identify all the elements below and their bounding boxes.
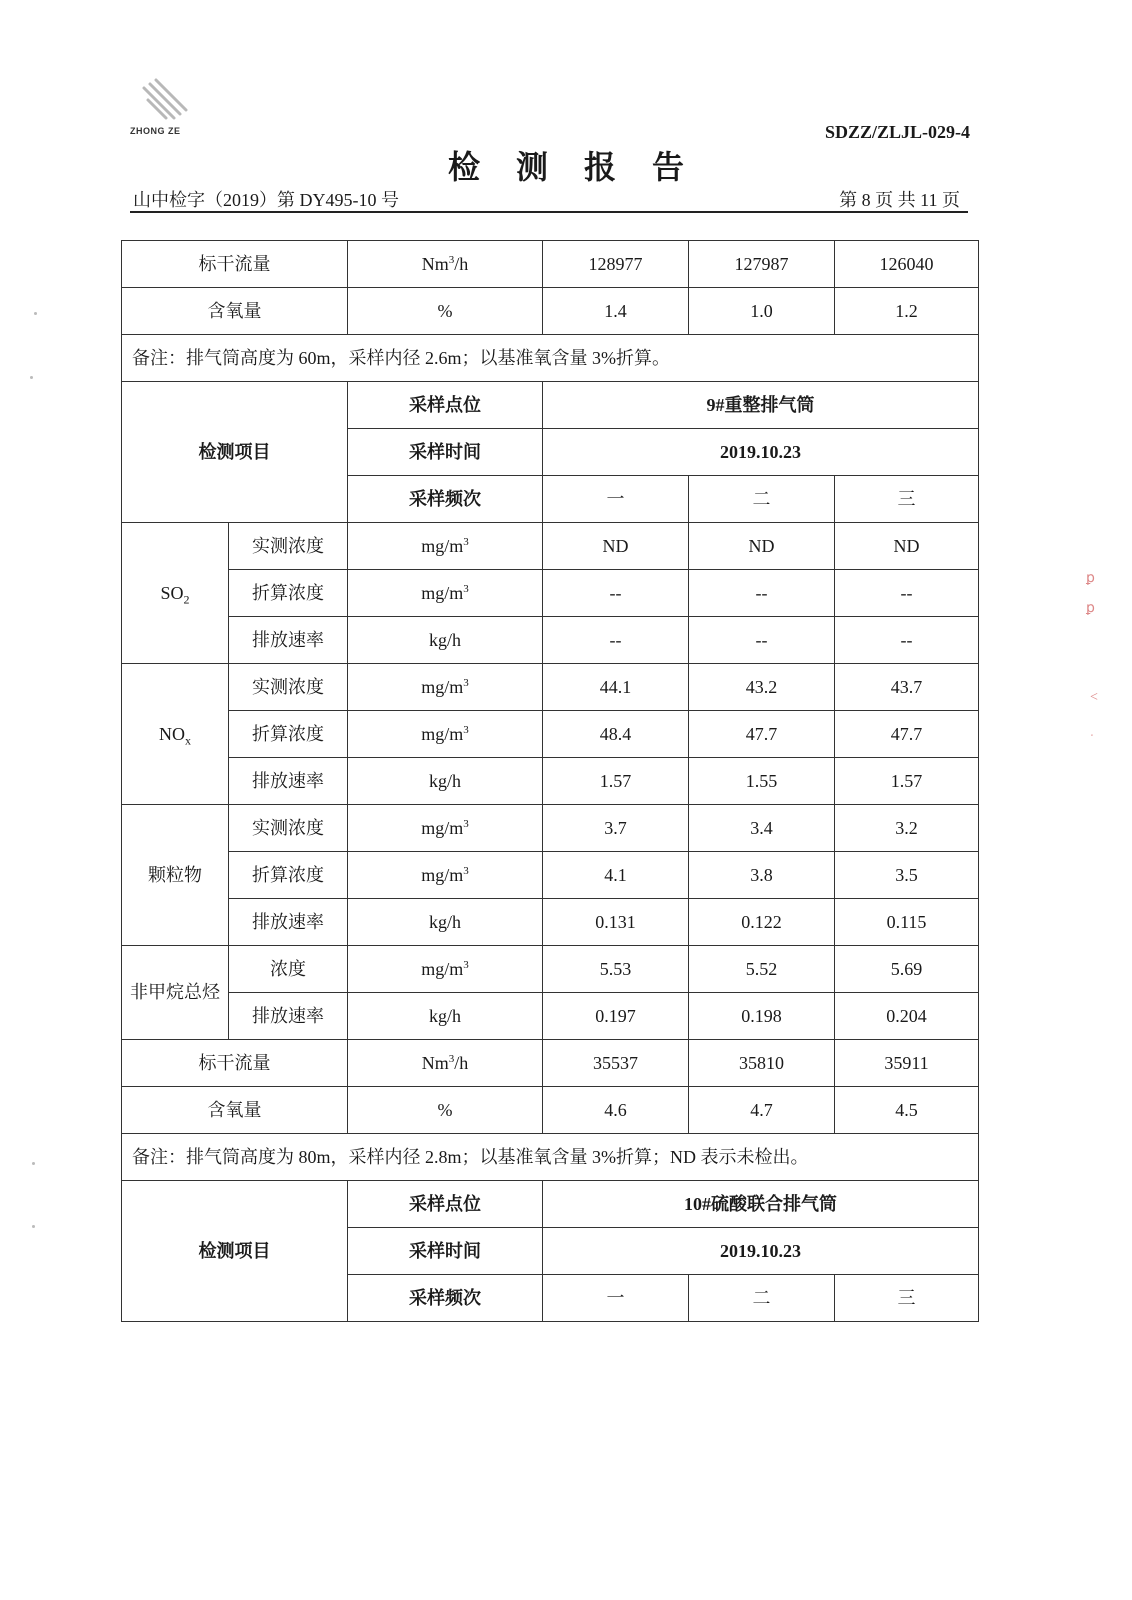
scan-dot (30, 376, 33, 379)
unit-cell (348, 993, 543, 1040)
stamp-fragment: ˂ (1090, 690, 1098, 705)
parameter-label: 标干流量 (122, 241, 348, 288)
test-item-header: 检测项目 (122, 382, 348, 523)
value-cell: 48.4 (543, 711, 689, 758)
scan-dot (34, 312, 37, 315)
sampling-frequency-value: 一 (543, 476, 689, 523)
unit-superscript: 3 (463, 817, 469, 830)
value-cell: 3.5 (835, 852, 979, 899)
value-cell: 35810 (689, 1040, 835, 1087)
unit-superscript: 3 (463, 723, 469, 736)
pollutant-label: NO (159, 723, 185, 744)
unit-cell (348, 664, 543, 711)
unit-cell (348, 711, 543, 758)
pollutant-subscript: x (185, 733, 191, 748)
unit-cell (348, 241, 543, 288)
table-row (122, 570, 979, 617)
sampling-frequency-value: 三 (835, 476, 979, 523)
scan-dot (32, 1162, 35, 1165)
table-row (122, 805, 979, 852)
table-row (122, 899, 979, 946)
sampling-frequency-label: 采样频次 (348, 476, 543, 523)
value-cell: 5.69 (835, 946, 979, 993)
value-cell: 43.7 (835, 664, 979, 711)
unit-text: kg/h (428, 1005, 461, 1026)
unit-superscript: 3 (448, 253, 455, 266)
pollutant-subscript: 2 (183, 592, 190, 607)
sampling-frequency-value: 三 (835, 1275, 979, 1322)
unit-superscript: 3 (463, 958, 469, 971)
page-number: 第 8 页 共 11 页 (839, 190, 960, 210)
sampling-point-label: 采样点位 (348, 1181, 543, 1228)
unit-cell (348, 570, 543, 617)
value-cell: 0.115 (835, 899, 979, 946)
section-header-row (122, 1181, 979, 1228)
value-cell: 1.57 (835, 758, 979, 805)
metric-label: 实测浓度 (229, 523, 348, 570)
value-cell: 1.0 (689, 288, 835, 335)
metric-label: 折算浓度 (229, 852, 348, 899)
value-cell: 126040 (835, 241, 979, 288)
table-row (122, 711, 979, 758)
value-cell: 3.2 (835, 805, 979, 852)
metric-label: 排放速率 (229, 899, 348, 946)
unit-superscript: 3 (448, 1052, 455, 1065)
value-cell: ND (543, 523, 689, 570)
value-cell: 0.204 (835, 993, 979, 1040)
unit-superscript: 3 (463, 535, 469, 548)
table-row (122, 617, 979, 664)
sampling-frequency-value: 二 (689, 1275, 835, 1322)
value-cell: ND (689, 523, 835, 570)
value-cell: 127987 (689, 241, 835, 288)
metric-label: 排放速率 (229, 617, 348, 664)
sampling-time-value: 2019.10.23 (543, 1228, 979, 1275)
unit-cell (348, 758, 543, 805)
value-cell: -- (835, 570, 979, 617)
value-cell: 3.7 (543, 805, 689, 852)
value-cell: 128977 (543, 241, 689, 288)
unit-text: kg/h (428, 629, 461, 650)
value-cell: 0.122 (689, 899, 835, 946)
parameter-label: 标干流量 (122, 1040, 348, 1087)
unit-cell (348, 523, 543, 570)
metric-label: 浓度 (229, 946, 348, 993)
logo-stripes-icon (130, 78, 200, 126)
header-divider (130, 211, 968, 213)
table-row (122, 288, 979, 335)
report-table-body (122, 241, 979, 1322)
metric-label: 排放速率 (229, 993, 348, 1040)
table-row (122, 241, 979, 288)
value-cell: 5.52 (689, 946, 835, 993)
value-cell: 4.7 (689, 1087, 835, 1134)
pollutant-name (122, 805, 229, 946)
sampling-point-value: 9#重整排气筒 (543, 382, 979, 429)
unit-text: kg/h (428, 770, 461, 791)
metric-label: 实测浓度 (229, 805, 348, 852)
unit-text: mg/m (421, 535, 464, 556)
value-cell: 1.55 (689, 758, 835, 805)
value-cell: 47.7 (689, 711, 835, 758)
note-row (122, 335, 979, 382)
unit-text: mg/m (421, 723, 464, 744)
value-cell: -- (543, 617, 689, 664)
sampling-time-label: 采样时间 (348, 1228, 543, 1275)
document-code: SDZZ/ZLJL-029-4 (824, 122, 970, 142)
table-row (122, 1040, 979, 1087)
unit-text: kg/h (428, 911, 461, 932)
value-cell: 4.6 (543, 1087, 689, 1134)
parameter-label: 含氧量 (122, 288, 348, 335)
unit-cell (348, 852, 543, 899)
company-logo (130, 78, 200, 148)
scan-dot (32, 1225, 35, 1228)
note-row (122, 1134, 979, 1181)
value-cell: 1.4 (543, 288, 689, 335)
remark-cell: 备注：排气筒高度为 60m，采样内径 2.6m；以基准氧含量 3%折算。 (122, 335, 979, 382)
unit-text: mg/m (421, 582, 464, 603)
metric-label: 折算浓度 (229, 711, 348, 758)
unit-text: % (437, 300, 453, 321)
stamp-fragment: ꝑ (1086, 571, 1095, 586)
unit-cell (348, 1040, 543, 1087)
remark-cell: 备注：排气筒高度为 80m，采样内径 2.8m；以基准氧含量 3%折算；ND 表示未检出。 (122, 1134, 979, 1181)
value-cell: ND (835, 523, 979, 570)
value-cell: 35911 (835, 1040, 979, 1087)
value-cell: -- (689, 570, 835, 617)
sampling-frequency-value: 一 (543, 1275, 689, 1322)
value-cell: 1.2 (835, 288, 979, 335)
sampling-time-value: 2019.10.23 (543, 429, 979, 476)
sampling-point-label: 采样点位 (348, 382, 543, 429)
unit-cell (348, 1087, 543, 1134)
metric-label: 实测浓度 (229, 664, 348, 711)
report-table (121, 240, 979, 1322)
value-cell: 5.53 (543, 946, 689, 993)
parameter-label: 含氧量 (122, 1087, 348, 1134)
sampling-frequency-label: 采样频次 (348, 1275, 543, 1322)
unit-cell (348, 805, 543, 852)
value-cell: 0.198 (689, 993, 835, 1040)
value-cell: 43.2 (689, 664, 835, 711)
value-cell: 44.1 (543, 664, 689, 711)
value-cell: 1.57 (543, 758, 689, 805)
value-cell: 35537 (543, 1040, 689, 1087)
unit-cell (348, 946, 543, 993)
unit-text: mg/m (421, 817, 464, 838)
page-title: 检测报告 (447, 149, 720, 185)
value-cell: 0.131 (543, 899, 689, 946)
pollutant-name (122, 664, 229, 805)
value-cell: 4.1 (543, 852, 689, 899)
table-row (122, 664, 979, 711)
logo-text: ZHONG ZE (130, 126, 181, 136)
value-cell: 3.8 (689, 852, 835, 899)
unit-text: Nm (421, 253, 449, 274)
unit-suffix: /h (454, 253, 469, 274)
table-row (122, 852, 979, 899)
sampling-time-label: 采样时间 (348, 429, 543, 476)
table-row (122, 758, 979, 805)
value-cell: 0.197 (543, 993, 689, 1040)
unit-cell (348, 899, 543, 946)
pollutant-name (122, 946, 229, 1040)
test-item-header: 检测项目 (122, 1181, 348, 1322)
unit-superscript: 3 (463, 582, 469, 595)
pollutant-label: SO (160, 582, 184, 603)
unit-superscript: 3 (463, 864, 469, 877)
unit-suffix: /h (454, 1052, 469, 1073)
unit-text: mg/m (421, 864, 464, 885)
section-header-row (122, 382, 979, 429)
value-cell: 47.7 (835, 711, 979, 758)
sampling-point-value: 10#硫酸联合排气筒 (543, 1181, 979, 1228)
table-row (122, 523, 979, 570)
unit-text: Nm (421, 1052, 449, 1073)
unit-cell (348, 617, 543, 664)
table-row (122, 946, 979, 993)
report-number: 山中检字（2019）第 DY495-10 号 (133, 190, 399, 210)
pollutant-label: 颗粒物 (148, 864, 202, 885)
table-row (122, 993, 979, 1040)
stamp-fragment: ˑ (1090, 730, 1094, 745)
sampling-frequency-value: 二 (689, 476, 835, 523)
unit-cell (348, 288, 543, 335)
unit-text: % (437, 1099, 453, 1120)
metric-label: 排放速率 (229, 758, 348, 805)
unit-text: mg/m (421, 958, 464, 979)
table-row (122, 1087, 979, 1134)
stamp-fragment: ꝑ (1086, 601, 1095, 616)
value-cell: -- (543, 570, 689, 617)
pollutant-label: 非甲烷总烃 (130, 982, 220, 1003)
unit-superscript: 3 (463, 676, 469, 689)
value-cell: 3.4 (689, 805, 835, 852)
value-cell: 4.5 (835, 1087, 979, 1134)
pollutant-name (122, 523, 229, 664)
unit-text: mg/m (421, 676, 464, 697)
metric-label: 折算浓度 (229, 570, 348, 617)
value-cell: -- (835, 617, 979, 664)
value-cell: -- (689, 617, 835, 664)
